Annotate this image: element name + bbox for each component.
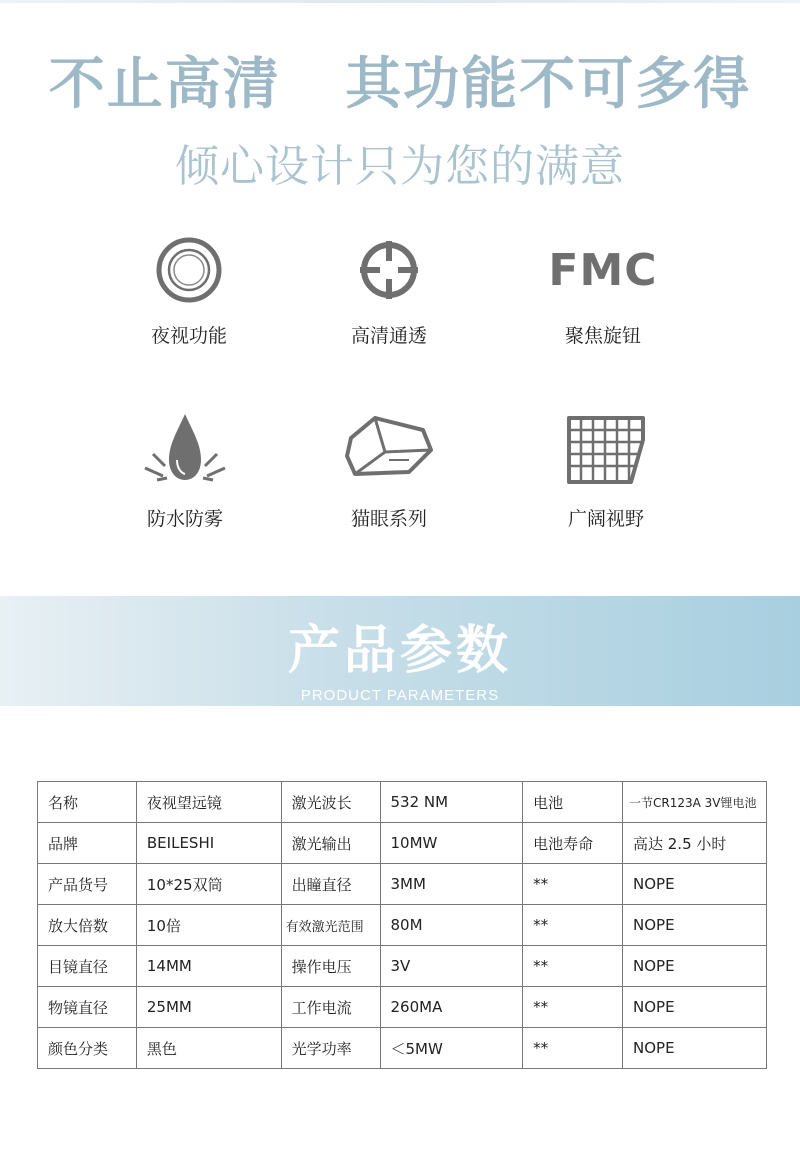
spec-key: 目镜直径 bbox=[38, 946, 137, 987]
spec-value: NOPE bbox=[623, 1028, 767, 1069]
feature-label: 猫眼系列 bbox=[350, 508, 427, 530]
spec-key: ** bbox=[523, 946, 623, 987]
crosshair-icon bbox=[289, 225, 489, 315]
spec-value: 80M bbox=[380, 905, 523, 946]
table-row bbox=[38, 905, 767, 946]
spec-value: NOPE bbox=[623, 905, 767, 946]
spec-value: 260MA bbox=[380, 987, 523, 1028]
water-drop-icon bbox=[85, 400, 285, 500]
spec-value: 10MW bbox=[380, 823, 523, 864]
feature-waterproof bbox=[85, 400, 285, 531]
spec-key: 电池寿命 bbox=[523, 823, 623, 864]
spec-key: 有效激光范围 bbox=[281, 905, 380, 946]
spec-key: 操作电压 bbox=[281, 946, 380, 987]
page-title: 不止高清 其功能不可多得 bbox=[48, 52, 752, 117]
feature-label: 防水防雾 bbox=[146, 508, 223, 530]
table-row bbox=[38, 864, 767, 905]
spec-key: 电池 bbox=[523, 782, 623, 823]
table-row bbox=[38, 987, 767, 1028]
page-subtitle: 倾心设计只为您的满意 bbox=[175, 141, 625, 192]
table-row bbox=[38, 1028, 767, 1069]
feature-label: 夜视功能 bbox=[150, 325, 227, 347]
spec-value: 25MM bbox=[136, 987, 281, 1028]
section-banner bbox=[0, 596, 800, 706]
spec-value: 14MM bbox=[136, 946, 281, 987]
ring-lens-icon bbox=[89, 225, 289, 315]
section-subtitle: PRODUCT PARAMETERS bbox=[300, 687, 500, 704]
spec-key: ** bbox=[523, 905, 623, 946]
spec-key: ** bbox=[523, 987, 623, 1028]
spec-value: 10倍 bbox=[136, 905, 281, 946]
spec-key: 光学功率 bbox=[281, 1028, 380, 1069]
feature-night-vision bbox=[89, 225, 289, 348]
prism-icon bbox=[289, 400, 489, 500]
fmc-logo-text: FMC bbox=[548, 244, 658, 296]
spec-key: 产品货号 bbox=[38, 864, 137, 905]
spec-key: 工作电流 bbox=[281, 987, 380, 1028]
feature-label: 高清通透 bbox=[350, 325, 427, 347]
feature-label: 聚焦旋钮 bbox=[564, 325, 641, 347]
spec-value: NOPE bbox=[623, 946, 767, 987]
spec-value: 3MM bbox=[380, 864, 523, 905]
spec-value: 黑色 bbox=[136, 1028, 281, 1069]
fmc-logo bbox=[503, 225, 703, 315]
feature-focus-knob bbox=[503, 225, 703, 348]
spec-value: 3V bbox=[380, 946, 523, 987]
feature-wide-view bbox=[506, 400, 706, 531]
table-row bbox=[38, 946, 767, 987]
spec-value: 一节CR123A 3V锂电池 bbox=[623, 782, 767, 823]
spec-value: 夜视望远镜 bbox=[136, 782, 281, 823]
top-divider bbox=[0, 0, 800, 3]
spec-key: 出瞳直径 bbox=[281, 864, 380, 905]
table-row bbox=[38, 782, 767, 823]
spec-value: 10*25双筒 bbox=[136, 864, 281, 905]
spec-value: 532 NM bbox=[380, 782, 523, 823]
table-row bbox=[38, 823, 767, 864]
spec-value: BEILESHI bbox=[136, 823, 281, 864]
feature-hd-clarity bbox=[289, 225, 489, 348]
spec-table bbox=[37, 781, 767, 1069]
section-title: 产品参数 bbox=[287, 621, 512, 681]
spec-key: 放大倍数 bbox=[38, 905, 137, 946]
grid-lens-icon bbox=[506, 400, 706, 500]
spec-value: NOPE bbox=[623, 987, 767, 1028]
spec-key: 品牌 bbox=[38, 823, 137, 864]
spec-key: ** bbox=[523, 1028, 623, 1069]
spec-key: 激光输出 bbox=[281, 823, 380, 864]
feature-label: 广阔视野 bbox=[567, 508, 644, 530]
spec-value: ＜5MW bbox=[380, 1028, 523, 1069]
spec-key: 名称 bbox=[38, 782, 137, 823]
spec-key: 激光波长 bbox=[281, 782, 380, 823]
spec-key: 颜色分类 bbox=[38, 1028, 137, 1069]
spec-key: ** bbox=[523, 864, 623, 905]
spec-value: 高达 2.5 小时 bbox=[623, 823, 767, 864]
feature-cat-eye bbox=[289, 400, 489, 531]
spec-key: 物镜直径 bbox=[38, 987, 137, 1028]
spec-value: NOPE bbox=[623, 864, 767, 905]
